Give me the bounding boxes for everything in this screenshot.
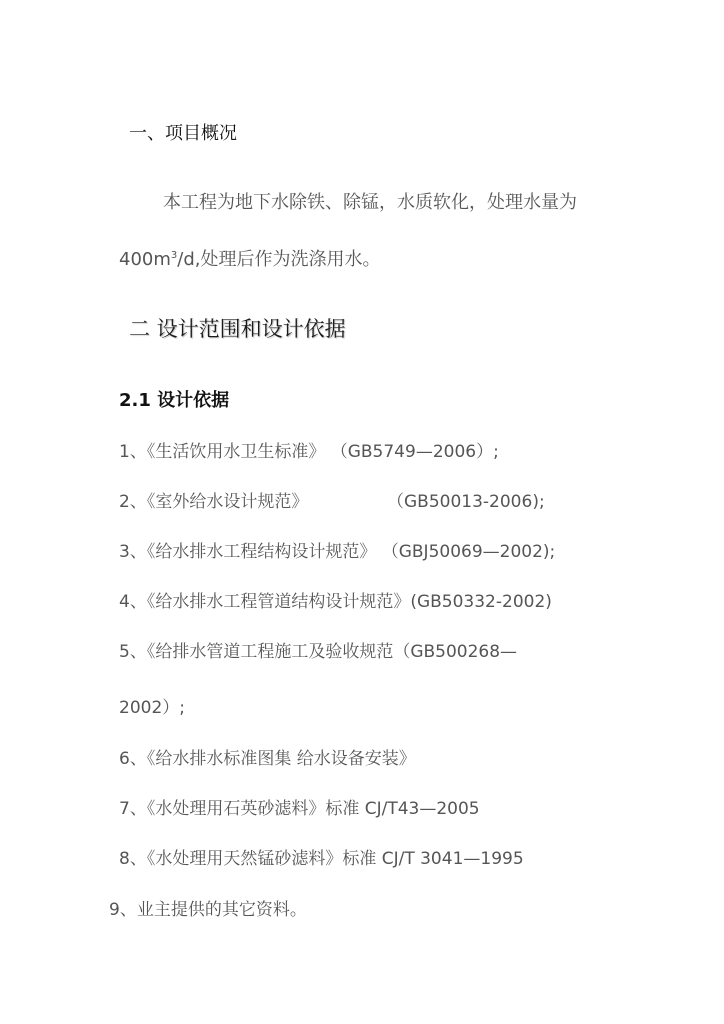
basis-item-6: 6、《给水排水标准图集 给水设备安装》 bbox=[119, 749, 416, 769]
flow-unit-superscript: 3 bbox=[170, 250, 178, 261]
basis-item-5-continued: 2002）; bbox=[119, 698, 185, 718]
basis-item-8: 8、《水处理用天然锰砂滤料》标准 CJ/T 3041—1995 bbox=[119, 849, 524, 869]
basis-item-9: 9、业主提供的其它资料。 bbox=[109, 900, 307, 920]
basis-item-1: 1、《生活饮用水卫生标准》 （GB5749—2006）; bbox=[119, 442, 499, 462]
section1-heading: 一、项目概况 bbox=[129, 123, 237, 144]
flow-description: /d,处理后作为洗涤用水。 bbox=[177, 249, 381, 270]
overview-paragraph-line2 bbox=[119, 248, 380, 272]
basis-item-2-title: 2、《室外给水设计规范》 bbox=[119, 492, 309, 512]
basis-item-3: 3、《给水排水工程结构设计规范》 （GBJ50069—2002); bbox=[119, 542, 556, 562]
overview-paragraph-line1: 本工程为地下水除铁、除锰，水质软化，处理水量为 bbox=[163, 192, 577, 213]
basis-item-2-code: （GB50013-2006); bbox=[387, 492, 545, 512]
subsection-heading: 2.1 设计依据 bbox=[119, 390, 230, 411]
basis-item-4: 4、《给水排水工程管道结构设计规范》(GB50332-2002) bbox=[119, 592, 552, 612]
flow-value: 400m bbox=[119, 249, 171, 270]
basis-item-7: 7、《水处理用石英砂滤料》标准 CJ/T43—2005 bbox=[119, 799, 480, 819]
basis-item-5: 5、《给排水管道工程施工及验收规范（GB500268— bbox=[119, 642, 518, 662]
section2-heading: 二 设计范围和设计依据 bbox=[129, 317, 346, 341]
basis-item-2 bbox=[119, 490, 545, 514]
